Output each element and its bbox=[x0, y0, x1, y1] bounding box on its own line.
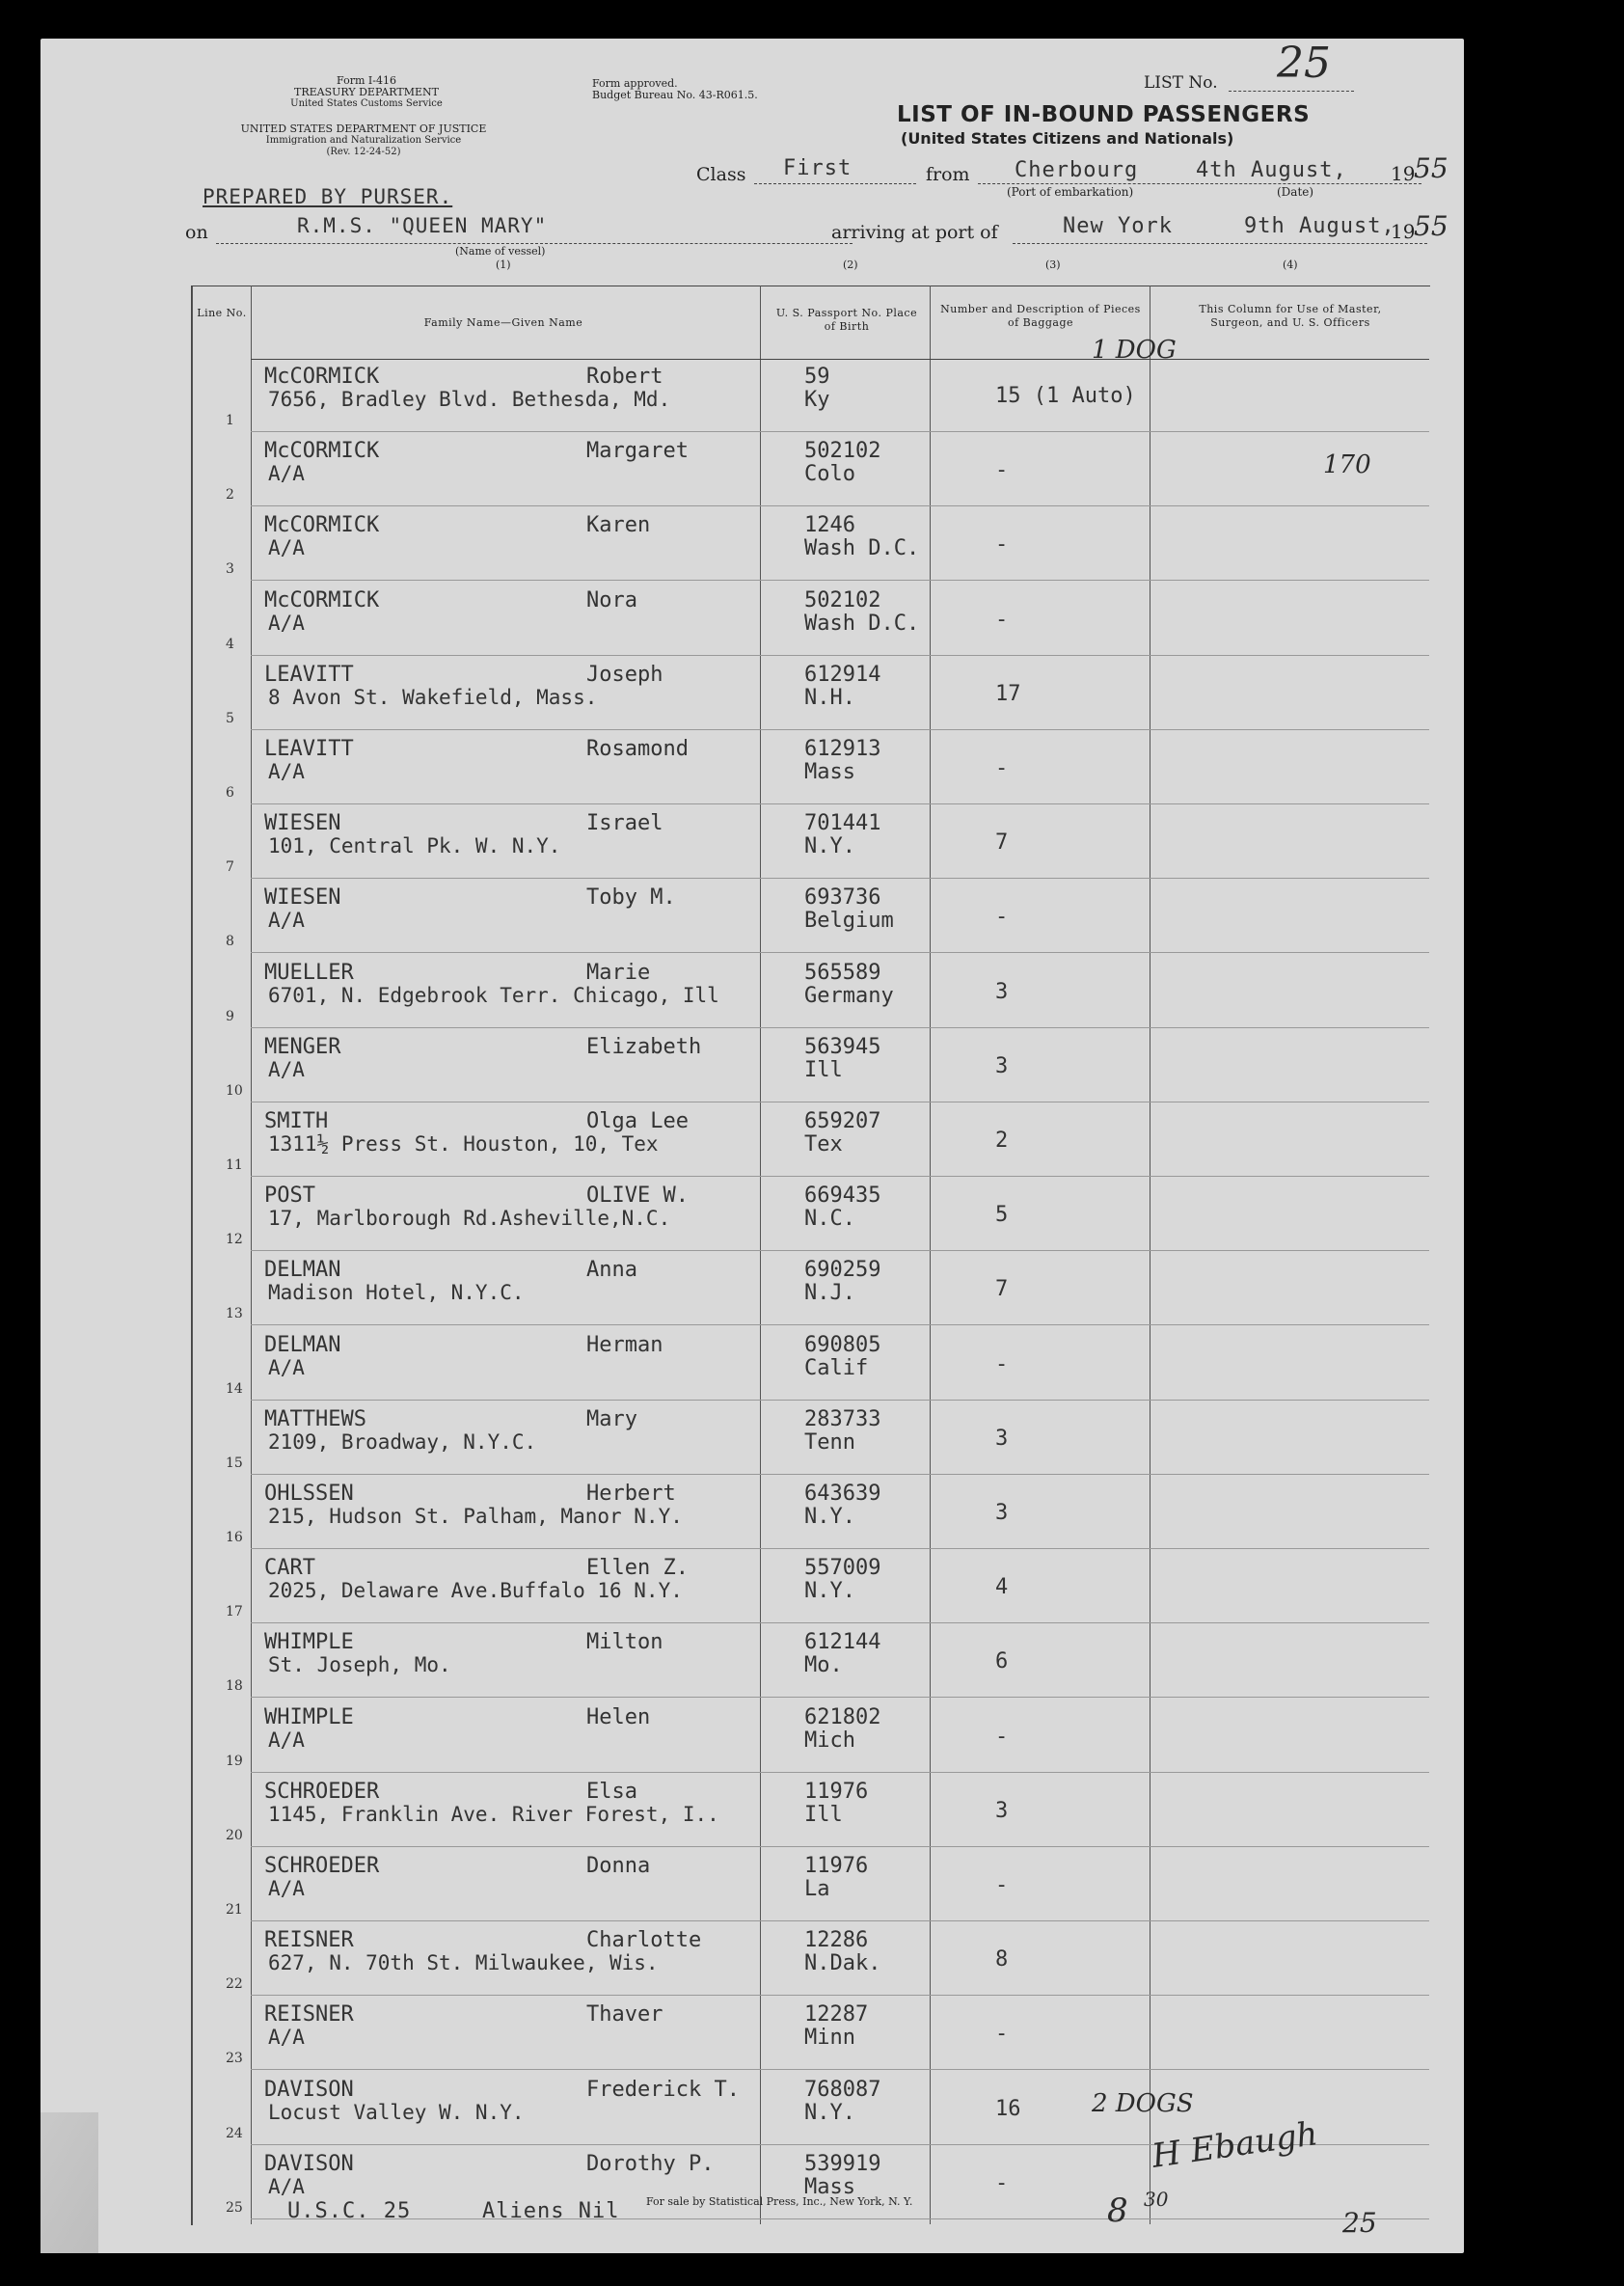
row-divider bbox=[251, 1324, 1429, 1325]
line-number: 8 bbox=[226, 934, 234, 949]
class-label: Class bbox=[696, 164, 746, 185]
date-caption: (Date) bbox=[1277, 185, 1314, 199]
address: 215, Hudson St. Palham, Manor N.Y. bbox=[268, 1505, 683, 1528]
place-of-birth: La bbox=[804, 1877, 830, 1901]
place-of-birth: Wash D.C. bbox=[804, 536, 920, 560]
address: 6701, N. Edgebrook Terr. Chicago, Ill bbox=[268, 984, 719, 1007]
address: A/A bbox=[268, 909, 305, 932]
place-of-birth: N.Dak. bbox=[804, 1951, 881, 1975]
place-of-birth: N.Y. bbox=[804, 1579, 855, 1603]
given-name: Margaret bbox=[586, 439, 689, 463]
customs-service: United States Customs Service bbox=[290, 98, 443, 109]
col-header-name: Family Name—Given Name bbox=[423, 316, 583, 329]
row-divider bbox=[251, 1995, 1429, 1996]
given-name: Toby M. bbox=[586, 885, 676, 910]
passport-number: 11976 bbox=[804, 1854, 869, 1878]
family-name: DAVISON bbox=[264, 2152, 354, 2176]
address: A/A bbox=[268, 462, 305, 485]
family-name: DELMAN bbox=[264, 1258, 341, 1282]
address: 2109, Broadway, N.Y.C. bbox=[268, 1430, 537, 1454]
line-number: 1 bbox=[226, 413, 234, 428]
place-of-birth: N.Y. bbox=[804, 834, 855, 858]
place-of-birth: Wash D.C. bbox=[804, 612, 920, 636]
row-divider bbox=[251, 878, 1429, 879]
place-of-birth: Colo bbox=[804, 462, 855, 486]
address: 101, Central Pk. W. N.Y. bbox=[268, 834, 561, 857]
family-name: MUELLER bbox=[264, 961, 354, 985]
passport-number: 690805 bbox=[804, 1333, 881, 1357]
row-divider bbox=[251, 1772, 1429, 1773]
baggage: - bbox=[995, 608, 1009, 632]
family-name: DAVISON bbox=[264, 2078, 354, 2102]
baggage: 6 bbox=[995, 1649, 1009, 1674]
row-divider bbox=[251, 1920, 1429, 1921]
address: 8 Avon St. Wakefield, Mass. bbox=[268, 686, 598, 709]
baggage: 16 bbox=[995, 2097, 1021, 2121]
given-name: Anna bbox=[586, 1258, 637, 1282]
baggage: 3 bbox=[995, 1799, 1009, 1823]
embarkation-year: 55 bbox=[1414, 152, 1448, 184]
given-name: Mary bbox=[586, 1407, 637, 1431]
passport-number: 612914 bbox=[804, 663, 881, 687]
family-name: DELMAN bbox=[264, 1333, 341, 1357]
passport-number: 12287 bbox=[804, 2002, 869, 2027]
family-name: SCHROEDER bbox=[264, 1780, 380, 1804]
vessel-name: R.M.S. "QUEEN MARY" bbox=[297, 214, 548, 237]
family-name: McCORMICK bbox=[264, 439, 380, 463]
line-number: 10 bbox=[226, 1083, 243, 1099]
family-name: POST bbox=[264, 1184, 315, 1208]
baggage: 3 bbox=[995, 1501, 1009, 1525]
handwritten-30: 30 bbox=[1144, 2188, 1169, 2211]
line-number: 20 bbox=[226, 1828, 243, 1843]
line-number: 3 bbox=[226, 561, 234, 577]
place-of-birth: Mich bbox=[804, 1728, 855, 1753]
row-divider bbox=[251, 1250, 1429, 1251]
officer-note: 1 DOG bbox=[1092, 336, 1177, 365]
officer-note: 170 bbox=[1323, 450, 1371, 479]
treasury-dept: TREASURY DEPARTMENT bbox=[294, 86, 439, 98]
officer-note: 2 DOGS bbox=[1092, 2089, 1194, 2118]
col-header-baggage: Number and Description of Pieces of Baggage bbox=[940, 303, 1141, 329]
passport-number: 539919 bbox=[804, 2152, 881, 2176]
passport-number: 693736 bbox=[804, 885, 881, 910]
col-num-3: (3) bbox=[1045, 259, 1061, 271]
baggage: - bbox=[995, 2022, 1009, 2046]
line-number: 19 bbox=[226, 1754, 243, 1769]
address: 1145, Franklin Ave. River Forest, I.. bbox=[268, 1803, 719, 1826]
embarkation-caption: (Port of embarkation) bbox=[1007, 185, 1134, 199]
row-divider bbox=[251, 952, 1429, 953]
passport-number: 1246 bbox=[804, 513, 855, 537]
arriving-label: arriving at port of bbox=[831, 222, 998, 243]
row-divider bbox=[251, 1400, 1429, 1401]
passport-number: 612913 bbox=[804, 737, 881, 761]
line-number: 24 bbox=[226, 2126, 243, 2141]
given-name: Donna bbox=[586, 1854, 651, 1878]
address: 1311½ Press St. Houston, 10, Tex bbox=[268, 1132, 659, 1156]
place-of-birth: Ill bbox=[804, 1803, 843, 1827]
baggage: 3 bbox=[995, 980, 1009, 1004]
passport-number: 643639 bbox=[804, 1482, 881, 1506]
budget-bureau: Budget Bureau No. 43-R061.5. bbox=[592, 89, 758, 101]
row-divider bbox=[251, 655, 1429, 656]
from-label: from bbox=[926, 164, 970, 185]
row-divider bbox=[251, 2218, 1429, 2219]
passport-number: 557009 bbox=[804, 1556, 881, 1580]
printer-credit: For sale by Statistical Press, Inc., New York, N. Y. bbox=[646, 2195, 913, 2208]
passport-number: 12286 bbox=[804, 1928, 869, 1952]
given-name: Helen bbox=[586, 1705, 651, 1729]
place-of-birth: N.Y. bbox=[804, 2101, 855, 2125]
baggage: 15 (1 Auto) bbox=[995, 384, 1136, 408]
passport-number: 502102 bbox=[804, 588, 881, 612]
line-number: 12 bbox=[226, 1232, 243, 1247]
family-name: WHIMPLE bbox=[264, 1705, 354, 1729]
row-divider bbox=[251, 431, 1429, 432]
given-name: Herman bbox=[586, 1333, 663, 1357]
passport-number: 621802 bbox=[804, 1705, 881, 1729]
row-divider bbox=[251, 1027, 1429, 1028]
address: 7656, Bradley Blvd. Bethesda, Md. bbox=[268, 388, 671, 411]
baggage: - bbox=[995, 1352, 1009, 1376]
baggage: 5 bbox=[995, 1203, 1009, 1227]
place-of-birth: Belgium bbox=[804, 909, 894, 933]
baggage: 7 bbox=[995, 1277, 1009, 1301]
prepared-by: PREPARED BY PURSER. bbox=[203, 185, 453, 208]
officer-signature: H Ebaugh bbox=[1150, 2114, 1320, 2176]
place-of-birth: Calif bbox=[804, 1356, 869, 1380]
col-num-2: (2) bbox=[843, 259, 858, 271]
address: A/A bbox=[268, 2026, 305, 2049]
baggage: 2 bbox=[995, 1129, 1009, 1153]
address: A/A bbox=[268, 760, 305, 783]
col-header-passport: U. S. Passport No. Place of Birth bbox=[775, 307, 918, 333]
line-number: 4 bbox=[226, 637, 234, 652]
line-number: 17 bbox=[226, 1604, 243, 1619]
passport-number: 502102 bbox=[804, 439, 881, 463]
place-of-birth: N.J. bbox=[804, 1281, 855, 1305]
line-number: 13 bbox=[226, 1306, 243, 1321]
given-name: Elizabeth bbox=[586, 1035, 702, 1059]
line-number: 18 bbox=[226, 1678, 243, 1694]
manifest-page bbox=[41, 39, 1464, 2253]
row-divider bbox=[251, 729, 1429, 730]
family-name: WHIMPLE bbox=[264, 1630, 354, 1654]
baggage: - bbox=[995, 1725, 1009, 1749]
line-number: 11 bbox=[226, 1157, 243, 1173]
passport-number: 659207 bbox=[804, 1109, 881, 1133]
family-name: WIESEN bbox=[264, 811, 341, 835]
place-of-birth: N.H. bbox=[804, 686, 855, 710]
place-of-birth: Minn bbox=[804, 2026, 855, 2050]
passport-number: 701441 bbox=[804, 811, 881, 835]
given-name: Marie bbox=[586, 961, 651, 985]
family-name: REISNER bbox=[264, 1928, 354, 1952]
family-name: MENGER bbox=[264, 1035, 341, 1059]
passport-number: 612144 bbox=[804, 1630, 881, 1654]
address: A/A bbox=[268, 612, 305, 635]
justice-dept: UNITED STATES DEPARTMENT OF JUSTICE bbox=[240, 122, 487, 135]
col-header-officers: This Column for Use of Master, Surgeon, and U. S. Officers bbox=[1199, 303, 1382, 329]
row-divider bbox=[251, 580, 1429, 581]
family-name: McCORMICK bbox=[264, 365, 380, 389]
baggage: - bbox=[995, 905, 1009, 929]
place-of-birth: Tenn bbox=[804, 1430, 855, 1455]
address: A/A bbox=[268, 536, 305, 559]
address: Locust Valley W. N.Y. bbox=[268, 2101, 525, 2124]
place-of-birth: Germany bbox=[804, 984, 894, 1008]
passport-number: 11976 bbox=[804, 1780, 869, 1804]
place-of-birth: Ky bbox=[804, 388, 830, 412]
year-prefix: 19 bbox=[1391, 162, 1416, 185]
baggage: 4 bbox=[995, 1575, 1009, 1599]
line-number: 7 bbox=[226, 859, 234, 875]
ins-service: Immigration and Naturalization Service bbox=[265, 135, 462, 146]
col-num-4: (4) bbox=[1283, 259, 1298, 271]
family-name: SCHROEDER bbox=[264, 1854, 380, 1878]
line-number: 9 bbox=[226, 1009, 234, 1024]
document-title: LIST OF IN-BOUND PASSENGERS bbox=[897, 102, 1311, 127]
place-of-birth: Mo. bbox=[804, 1653, 843, 1677]
given-name: Herbert bbox=[586, 1482, 676, 1506]
baggage: - bbox=[995, 1873, 1009, 1897]
col-header-line-no: Line No. bbox=[197, 307, 247, 319]
row-divider bbox=[251, 1697, 1429, 1698]
aliens-count: Aliens Nil bbox=[482, 2199, 620, 2223]
arrival-date: 9th August, bbox=[1244, 214, 1395, 238]
given-name: OLIVE W. bbox=[586, 1184, 689, 1208]
given-name: Dorothy P. bbox=[586, 2152, 715, 2176]
revision: (Rev. 12-24-52) bbox=[326, 147, 401, 157]
family-name: LEAVITT bbox=[264, 737, 354, 761]
given-name: Frederick T. bbox=[586, 2078, 740, 2102]
passport-number: 768087 bbox=[804, 2078, 881, 2102]
given-name: Ellen Z. bbox=[586, 1556, 689, 1580]
baggage: - bbox=[995, 756, 1009, 780]
document-subtitle: (United States Citizens and Nationals) bbox=[901, 129, 1234, 148]
passport-number: 283733 bbox=[804, 1407, 881, 1431]
usc-count: U.S.C. 25 bbox=[287, 2199, 412, 2223]
row-divider bbox=[251, 505, 1429, 506]
place-of-birth: N.Y. bbox=[804, 1505, 855, 1529]
line-number: 15 bbox=[226, 1456, 243, 1471]
family-name: OHLSSEN bbox=[264, 1482, 354, 1506]
address: A/A bbox=[268, 1877, 305, 1900]
baggage: 3 bbox=[995, 1427, 1009, 1451]
baggage: 17 bbox=[995, 682, 1021, 706]
passport-number: 669435 bbox=[804, 1184, 881, 1208]
passport-number: 59 bbox=[804, 365, 830, 389]
address: A/A bbox=[268, 1356, 305, 1379]
handwritten-8: 8 bbox=[1107, 2191, 1128, 2230]
line-number: 22 bbox=[226, 1976, 243, 1992]
given-name: Charlotte bbox=[586, 1928, 702, 1952]
line-number: 6 bbox=[226, 785, 234, 801]
given-name: Karen bbox=[586, 513, 651, 537]
family-name: MATTHEWS bbox=[264, 1407, 366, 1431]
line-number: 14 bbox=[226, 1381, 243, 1397]
family-name: McCORMICK bbox=[264, 588, 380, 612]
passport-number: 563945 bbox=[804, 1035, 881, 1059]
port-of-embarkation: Cherbourg bbox=[1015, 158, 1139, 182]
address: Madison Hotel, N.Y.C. bbox=[268, 1281, 525, 1304]
row-divider bbox=[251, 1176, 1429, 1177]
family-name: SMITH bbox=[264, 1109, 329, 1133]
baggage: 7 bbox=[995, 830, 1009, 855]
embarkation-date: 4th August, bbox=[1196, 158, 1347, 182]
given-name: Thaver bbox=[586, 2002, 663, 2027]
given-name: Israel bbox=[586, 811, 663, 835]
address: A/A bbox=[268, 1728, 305, 1752]
on-label: on bbox=[185, 222, 208, 243]
arrival-port: New York bbox=[1063, 214, 1173, 238]
family-name: McCORMICK bbox=[264, 513, 380, 537]
line-number: 16 bbox=[226, 1530, 243, 1545]
line-number: 25 bbox=[226, 2200, 243, 2216]
baggage: 3 bbox=[995, 1054, 1009, 1078]
passport-number: 565589 bbox=[804, 961, 881, 985]
address: A/A bbox=[268, 2175, 305, 2198]
line-number: 5 bbox=[226, 711, 234, 726]
family-name: CART bbox=[264, 1556, 315, 1580]
form-approved: Form approved. bbox=[592, 77, 678, 90]
address: 627, N. 70th St. Milwaukee, Wis. bbox=[268, 1951, 659, 1974]
row-divider bbox=[251, 1622, 1429, 1623]
family-name: WIESEN bbox=[264, 885, 341, 910]
address: St. Joseph, Mo. bbox=[268, 1653, 451, 1676]
row-divider bbox=[251, 1548, 1429, 1549]
address: 17, Marlborough Rd.Asheville,N.C. bbox=[268, 1207, 671, 1230]
address: A/A bbox=[268, 1058, 305, 1081]
row-divider bbox=[251, 1846, 1429, 1847]
baggage: - bbox=[995, 458, 1009, 482]
form-id: Form I-416 bbox=[337, 74, 396, 87]
place-of-birth: Mass bbox=[804, 2175, 855, 2199]
given-name: Rosamond bbox=[586, 737, 689, 761]
arrival-year: 55 bbox=[1414, 210, 1448, 242]
vessel-caption: (Name of vessel) bbox=[455, 245, 546, 258]
place-of-birth: Tex bbox=[804, 1132, 843, 1157]
address: 2025, Delaware Ave.Buffalo 16 N.Y. bbox=[268, 1579, 683, 1602]
list-no-value: 25 bbox=[1277, 39, 1331, 88]
line-number: 23 bbox=[226, 2051, 243, 2066]
baggage: - bbox=[995, 2171, 1009, 2195]
year-prefix-arrival: 19 bbox=[1391, 220, 1416, 243]
line-number: 2 bbox=[226, 487, 234, 503]
place-of-birth: Ill bbox=[804, 1058, 843, 1082]
baggage: 8 bbox=[995, 1947, 1009, 1972]
given-name: Milton bbox=[586, 1630, 663, 1654]
row-divider bbox=[251, 1474, 1429, 1475]
place-of-birth: Mass bbox=[804, 760, 855, 784]
row-divider bbox=[251, 803, 1429, 804]
row-divider bbox=[251, 2069, 1429, 2070]
family-name: LEAVITT bbox=[264, 663, 354, 687]
given-name: Nora bbox=[586, 588, 637, 612]
passport-number: 690259 bbox=[804, 1258, 881, 1282]
line-number: 21 bbox=[226, 1902, 243, 1918]
given-name: Olga Lee bbox=[586, 1109, 689, 1133]
given-name: Robert bbox=[586, 365, 663, 389]
handwritten-25: 25 bbox=[1342, 2207, 1377, 2239]
family-name: REISNER bbox=[264, 2002, 354, 2027]
col-num-1: (1) bbox=[496, 259, 511, 271]
list-no-label: LIST No. bbox=[1144, 73, 1218, 93]
baggage: - bbox=[995, 532, 1009, 557]
class-value: First bbox=[783, 156, 853, 180]
given-name: Elsa bbox=[586, 1780, 637, 1804]
given-name: Joseph bbox=[586, 663, 663, 687]
place-of-birth: N.C. bbox=[804, 1207, 855, 1231]
